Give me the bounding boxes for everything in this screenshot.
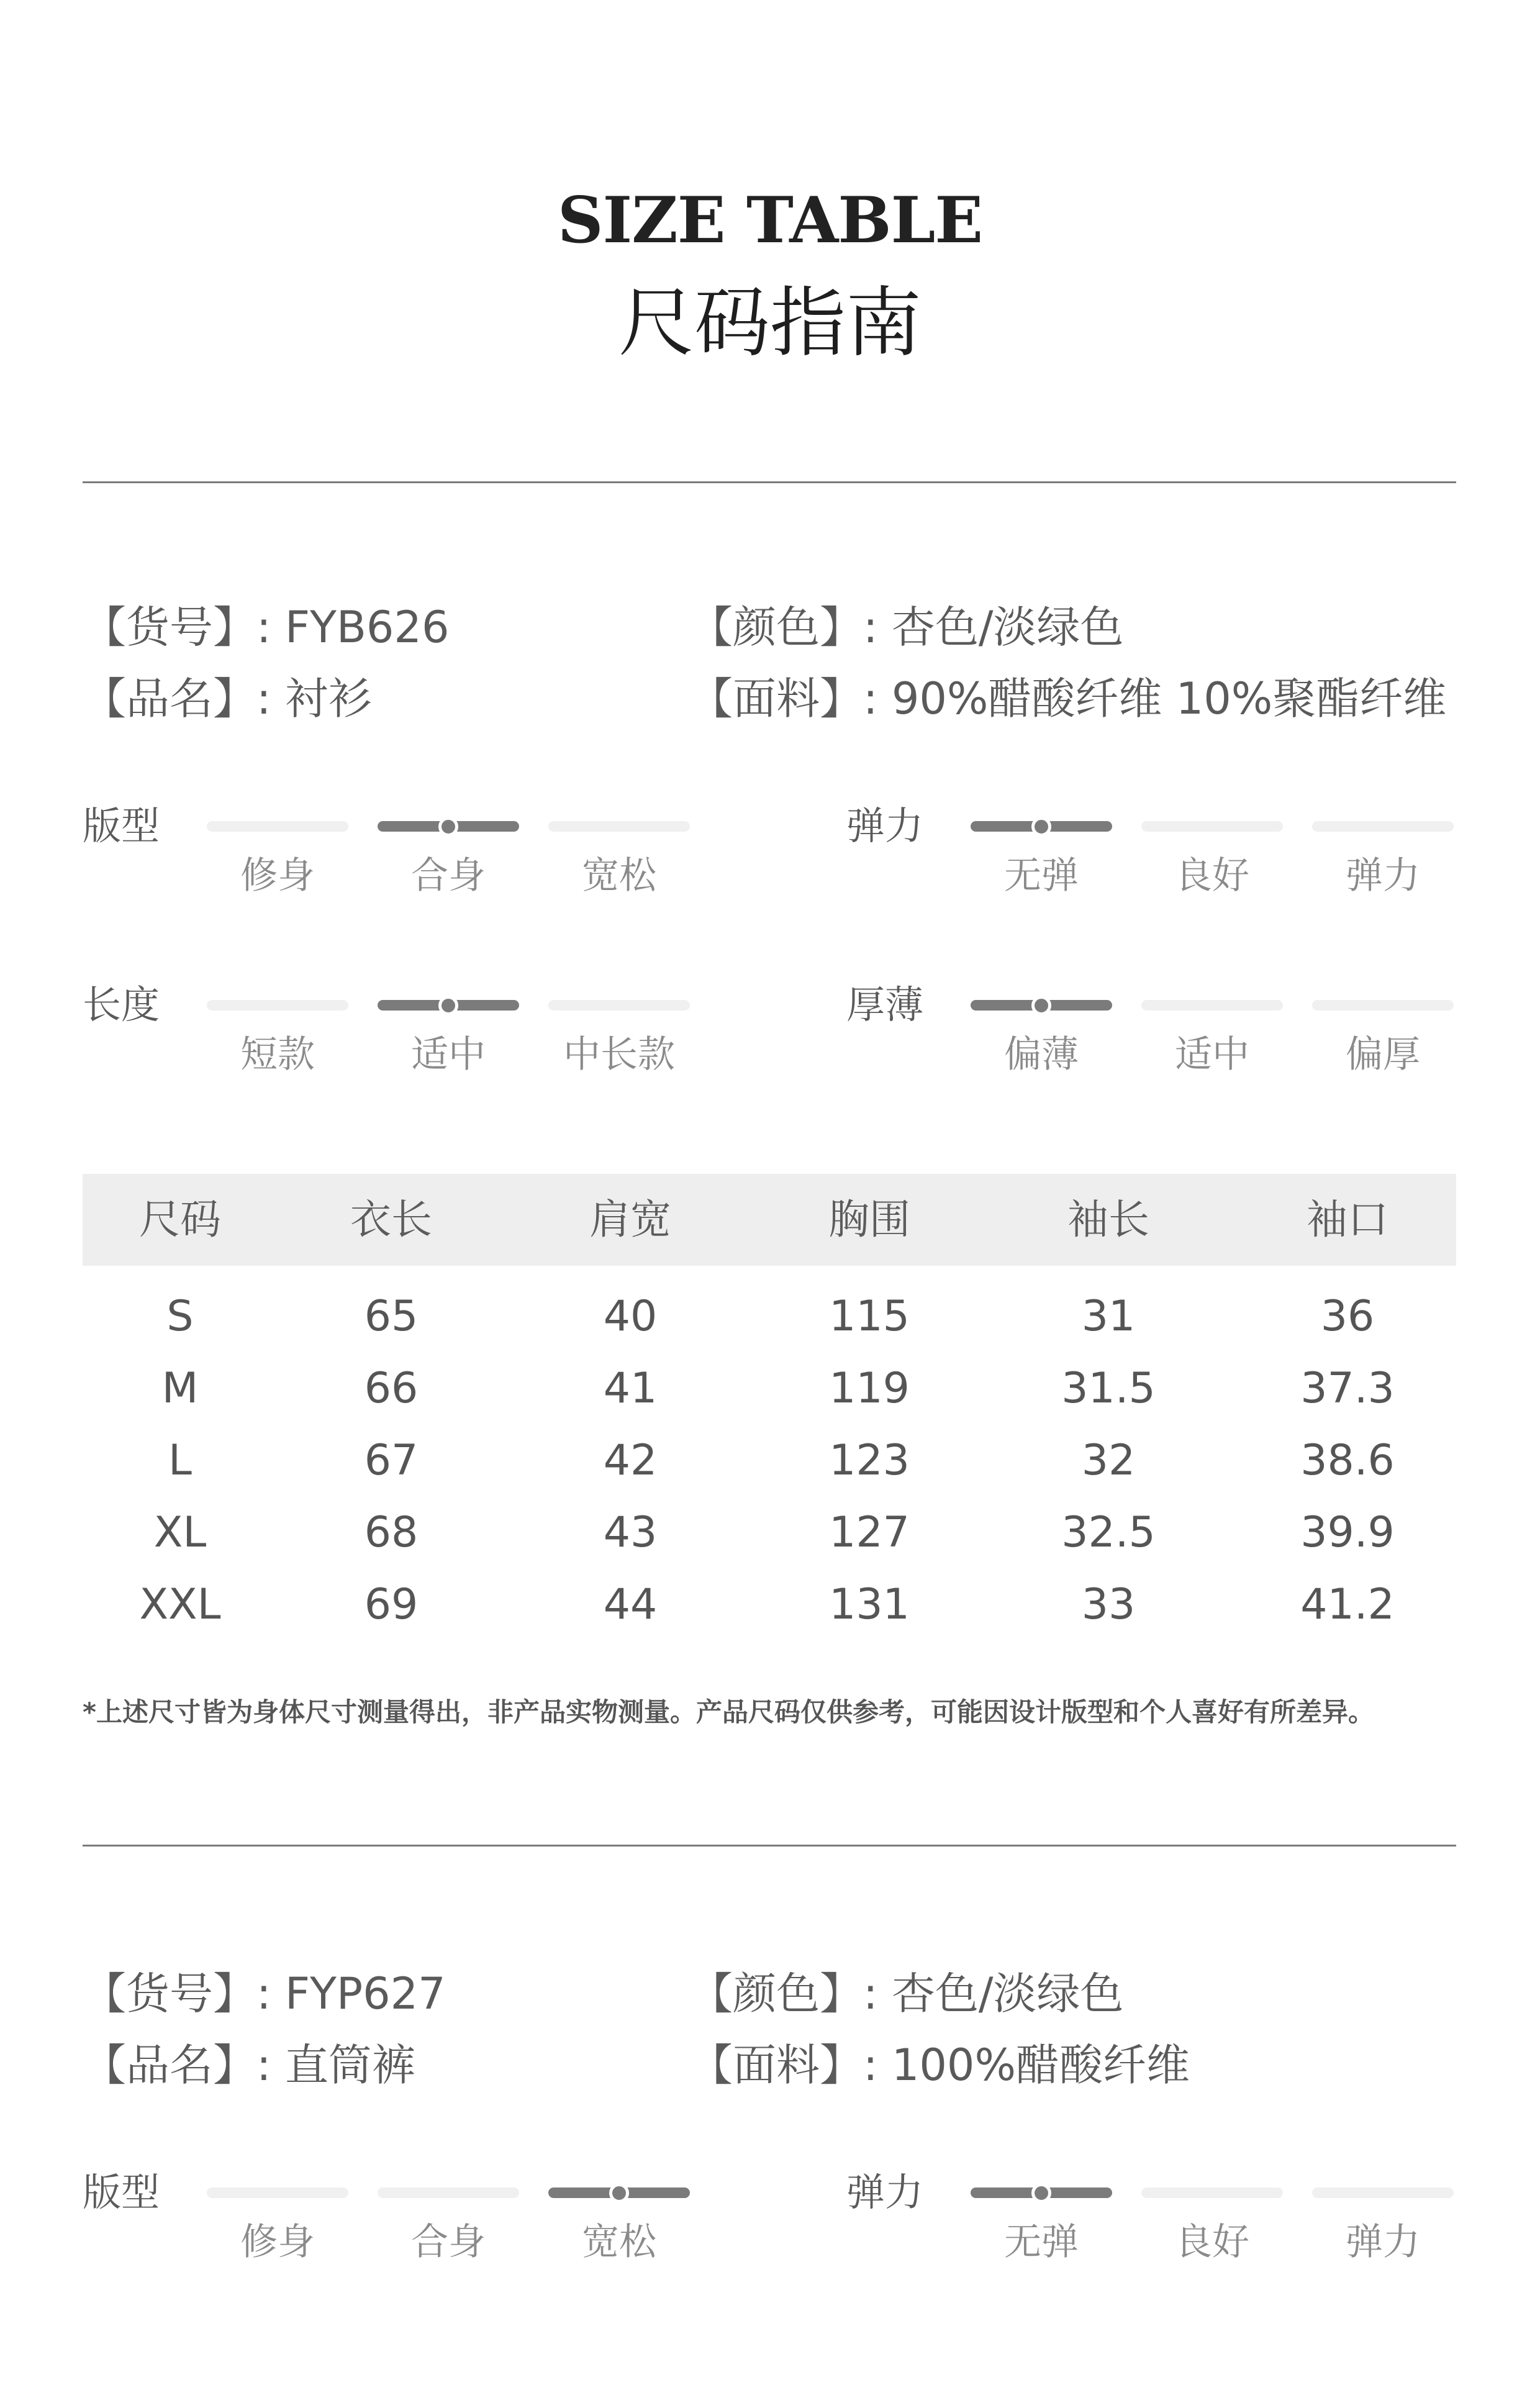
gauge-option-label: 合身 <box>411 2220 486 2264</box>
gauge-option-label: 适中 <box>1175 1033 1249 1076</box>
gauge-option-label: 良好 <box>1175 2220 1249 2264</box>
table-cell: 37.3 <box>1300 1364 1395 1413</box>
table-cell: L <box>168 1436 192 1485</box>
gauge-option-label: 偏厚 <box>1346 1033 1420 1076</box>
gauge-option-label: 偏薄 <box>1004 1033 1079 1076</box>
gauge-option-label: 宽松 <box>582 854 656 897</box>
gauge-segment-selected <box>971 1000 1112 1011</box>
gauge-label: 厚薄 <box>846 982 924 1027</box>
gauge-segment <box>1141 2187 1283 2198</box>
product-color: 【颜色】: 杏色/淡绿色 <box>689 602 1124 653</box>
table-cell: 41 <box>603 1364 658 1413</box>
gauge-segment-selected <box>548 2187 690 2198</box>
table-header-cell: 袖口 <box>1307 1196 1388 1243</box>
gauge-option-label: 良好 <box>1175 854 1249 897</box>
gauge-segment <box>1312 1000 1454 1011</box>
gauge-label: 版型 <box>83 803 160 848</box>
gauge-segment <box>207 821 348 832</box>
size-disclaimer-note: *上述尺寸皆为身体尺寸测量得出，非产品实物测量。产品尺码仅供参考，可能因设计版型和个人喜好有所差异。 <box>83 1697 1374 1727</box>
gauge-option-label: 弹力 <box>1346 854 1420 897</box>
gauge-segment <box>1312 2187 1454 2198</box>
table-cell: 38.6 <box>1300 1436 1395 1485</box>
gauge-option-label: 无弹 <box>1004 2220 1079 2264</box>
divider-top <box>83 481 1456 483</box>
gauge-segment <box>378 2187 519 2198</box>
gauge-segment <box>548 1000 690 1011</box>
table-cell: M <box>161 1364 199 1413</box>
table-cell: 115 <box>829 1292 910 1341</box>
table-cell: 67 <box>364 1436 419 1485</box>
gauge-segment <box>548 821 690 832</box>
gauge-option-label: 中长款 <box>563 1033 675 1076</box>
size-table-header <box>83 1174 1456 1266</box>
table-header-cell: 胸围 <box>828 1196 910 1243</box>
table-cell: 32.5 <box>1061 1508 1156 1557</box>
gauge-option-label: 短款 <box>240 1033 315 1076</box>
size-table-title: SIZE TABLE <box>557 183 983 258</box>
table-cell: 32 <box>1081 1436 1136 1485</box>
table-cell: 66 <box>364 1364 419 1413</box>
item-number-2: 【货号】: FYP627 <box>83 1968 446 2019</box>
item-number: 【货号】: FYB626 <box>83 602 450 653</box>
gauge-label: 长度 <box>83 982 160 1027</box>
table-cell: 68 <box>364 1508 419 1557</box>
gauge-label: 版型 <box>83 2169 160 2215</box>
product-color-2: 【颜色】: 杏色/淡绿色 <box>689 1968 1124 2019</box>
table-cell: 40 <box>603 1292 658 1341</box>
table-cell: 119 <box>829 1364 910 1413</box>
table-cell: 36 <box>1320 1292 1375 1341</box>
gauge-segment-selected <box>971 821 1112 832</box>
gauge-option-label: 适中 <box>411 1033 486 1076</box>
gauge-option-label: 修身 <box>240 2220 315 2264</box>
table-cell: 31 <box>1081 1292 1136 1341</box>
gauge-label: 弹力 <box>846 803 924 848</box>
table-cell: 43 <box>603 1508 658 1557</box>
table-header-cell: 肩宽 <box>589 1196 671 1243</box>
gauge-option-label: 修身 <box>240 854 315 897</box>
table-cell: XL <box>153 1508 207 1557</box>
table-cell: 44 <box>603 1580 658 1629</box>
table-header-cell: 尺码 <box>139 1196 221 1243</box>
gauge-segment <box>1141 1000 1283 1011</box>
table-cell: 127 <box>829 1508 910 1557</box>
table-cell: 131 <box>829 1580 910 1629</box>
table-cell: 39.9 <box>1300 1508 1395 1557</box>
gauge-segment <box>207 2187 348 2198</box>
gauge-segment-selected <box>378 821 519 832</box>
product-name: 【品名】: 衬衫 <box>83 673 372 724</box>
gauge-option-label: 合身 <box>411 854 486 897</box>
table-cell: 42 <box>603 1436 658 1485</box>
size-guide-title: 尺码指南 <box>618 279 922 367</box>
table-cell: 41.2 <box>1300 1580 1395 1629</box>
gauge-option-label: 无弹 <box>1004 854 1079 897</box>
table-cell: 65 <box>364 1292 419 1341</box>
table-cell: 31.5 <box>1061 1364 1156 1413</box>
gauge-segment-selected <box>971 2187 1112 2198</box>
gauge-segment <box>1141 821 1283 832</box>
gauge-segment-selected <box>378 1000 519 1011</box>
product-name-2: 【品名】: 直筒裤 <box>83 2040 415 2091</box>
gauge-option-label: 弹力 <box>1346 2220 1420 2264</box>
divider-middle <box>83 1845 1456 1847</box>
table-header-cell: 袖长 <box>1067 1196 1149 1243</box>
table-cell: 69 <box>364 1580 419 1629</box>
table-cell: XXL <box>139 1580 221 1629</box>
product-material: 【面料】: 90%醋酸纤维 10%聚酯纤维 <box>689 673 1447 724</box>
gauge-segment <box>207 1000 348 1011</box>
table-header-cell: 衣长 <box>350 1196 432 1243</box>
product-material-2: 【面料】: 100%醋酸纤维 <box>689 2040 1190 2091</box>
gauge-segment <box>1312 821 1454 832</box>
gauge-label: 弹力 <box>846 2169 924 2215</box>
table-cell: 123 <box>829 1436 910 1485</box>
table-cell: S <box>166 1292 194 1341</box>
gauge-option-label: 宽松 <box>582 2220 656 2264</box>
table-cell: 33 <box>1081 1580 1136 1629</box>
